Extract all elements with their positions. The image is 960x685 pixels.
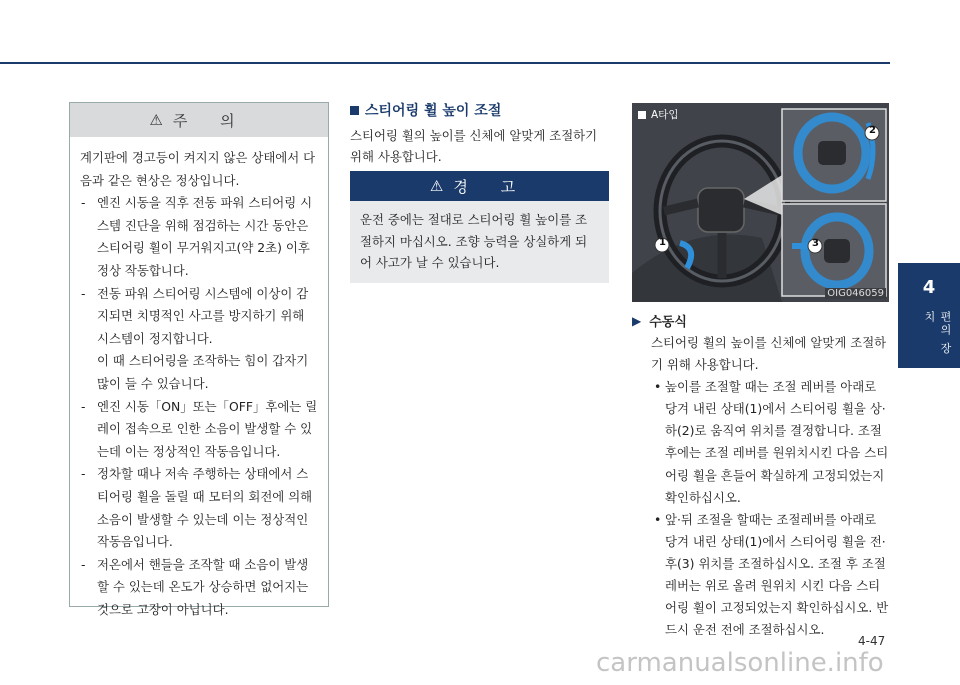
caution-list [80, 192, 320, 621]
warning-header [350, 171, 609, 201]
section-description: 스티어링 휠의 높이를 신체에 알맞게 조절하기 위해 사용합니다. [350, 128, 598, 164]
marker-2: 2 [869, 125, 876, 136]
caution-intro: 계기판에 경고등이 켜지지 않은 상태에서 다음과 같은 현상은 정상입니다. [80, 150, 316, 188]
square-bullet-icon [350, 106, 359, 115]
triangle-right-icon: ▶ [632, 313, 642, 328]
caution-triangle-icon: ⚠ [149, 111, 163, 129]
steering-wheel-illustration [632, 103, 889, 302]
top-rule [0, 62, 890, 64]
figure-type-label: A타입 [638, 107, 678, 122]
caution-title: 주 의 [172, 111, 249, 130]
marker-1: 1 [659, 237, 666, 248]
figure-code: OIG046059 [827, 288, 884, 299]
warning-title: 경 고 [453, 177, 530, 196]
manual-body [651, 332, 891, 641]
manual-intro: 스티어링 휠의 높이를 신체에 알맞게 조절하기 위해 사용합니다. [651, 335, 887, 373]
list-item: • 앞·뒤 조절을 할때는 조절레버를 아래로 당겨 내린 상태(1)에서 스티어링 휠을 전·후(3) 위치를 조절하십시오. 조절 후 조절 레버는 위로 올려 원위치 시킨 다음 스티어링 휠이 고정되었는지 확인하십시오. 반드시 운전 전에 조절하십시오. [654, 511, 889, 638]
manual-bullets [651, 376, 891, 641]
caution-item: - 전동 파워 스티어링 시스템에 이상이 감지되면 치명적인 사고를 방지하기 위해 시스템이 정지합니다. 이 때 스티어링을 조작하는 힘이 갑자기 많이 들 수 있습니다. [81, 285, 309, 391]
caution-item: - 저온에서 핸들을 조작할 때 소음이 발생할 수 있는데 온도가 상승하면 없어지는 것으로 고장이 아닙니다. [81, 556, 309, 617]
steering-wheel-figure [632, 103, 889, 302]
chapter-number: 4 [922, 277, 936, 298]
watermark: carmanualsonline.info [596, 648, 884, 678]
page-number: 4-47 [858, 634, 886, 648]
manual-subtitle: ▶ 수동식 [632, 313, 687, 330]
warning-triangle-icon: ⚠ [429, 177, 444, 195]
caution-box [69, 102, 329, 617]
chapter-label: 편의 장치 [923, 311, 952, 356]
caution-item: - 엔진 시동「ON」또는「OFF」후에는 릴레이 접속으로 인한 소음이 발생할 수 있는데 이는 정상적인 작동음입니다. [81, 398, 318, 459]
section-title: 스티어링 휠 높이 조절 [350, 100, 501, 120]
caution-header [70, 103, 328, 137]
caution-body [70, 137, 328, 627]
chapter-tab [898, 263, 960, 368]
marker-3: 3 [812, 238, 819, 249]
warning-box [350, 171, 609, 283]
caution-item: - 정차할 때나 저속 주행하는 상태에서 스티어링 휠을 돌릴 때 모터의 회전에 의해 소음이 발생할 수 있는데 이는 정상적인 작동음입니다. [81, 466, 313, 550]
caution-item: - 엔진 시동을 직후 전동 파워 스티어링 시스템 진단을 위해 점검하는 시간 동안은 스티어링 휠이 무거워지고(약 2초) 이후 정상 작동합니다. [81, 195, 313, 278]
square-bullet-icon [638, 111, 646, 119]
list-item: • 높이를 조절할 때는 조절 레버를 아래로 당겨 내린 상태(1)에서 스티어링 휠을 상·하(2)로 움직여 위치를 결정합니다. 조절 후에는 조절 레버를 원위치시킨 다음 스티어링 휠을 흔들어 확실하게 고정되었는지 확인하십시오. [654, 379, 889, 505]
warning-text: 운전 중에는 절대로 스티어링 휠 높이를 조절하지 마십시오. 조향 능력을 상실하게 되어 사고가 날 수 있습니다. [360, 212, 588, 270]
